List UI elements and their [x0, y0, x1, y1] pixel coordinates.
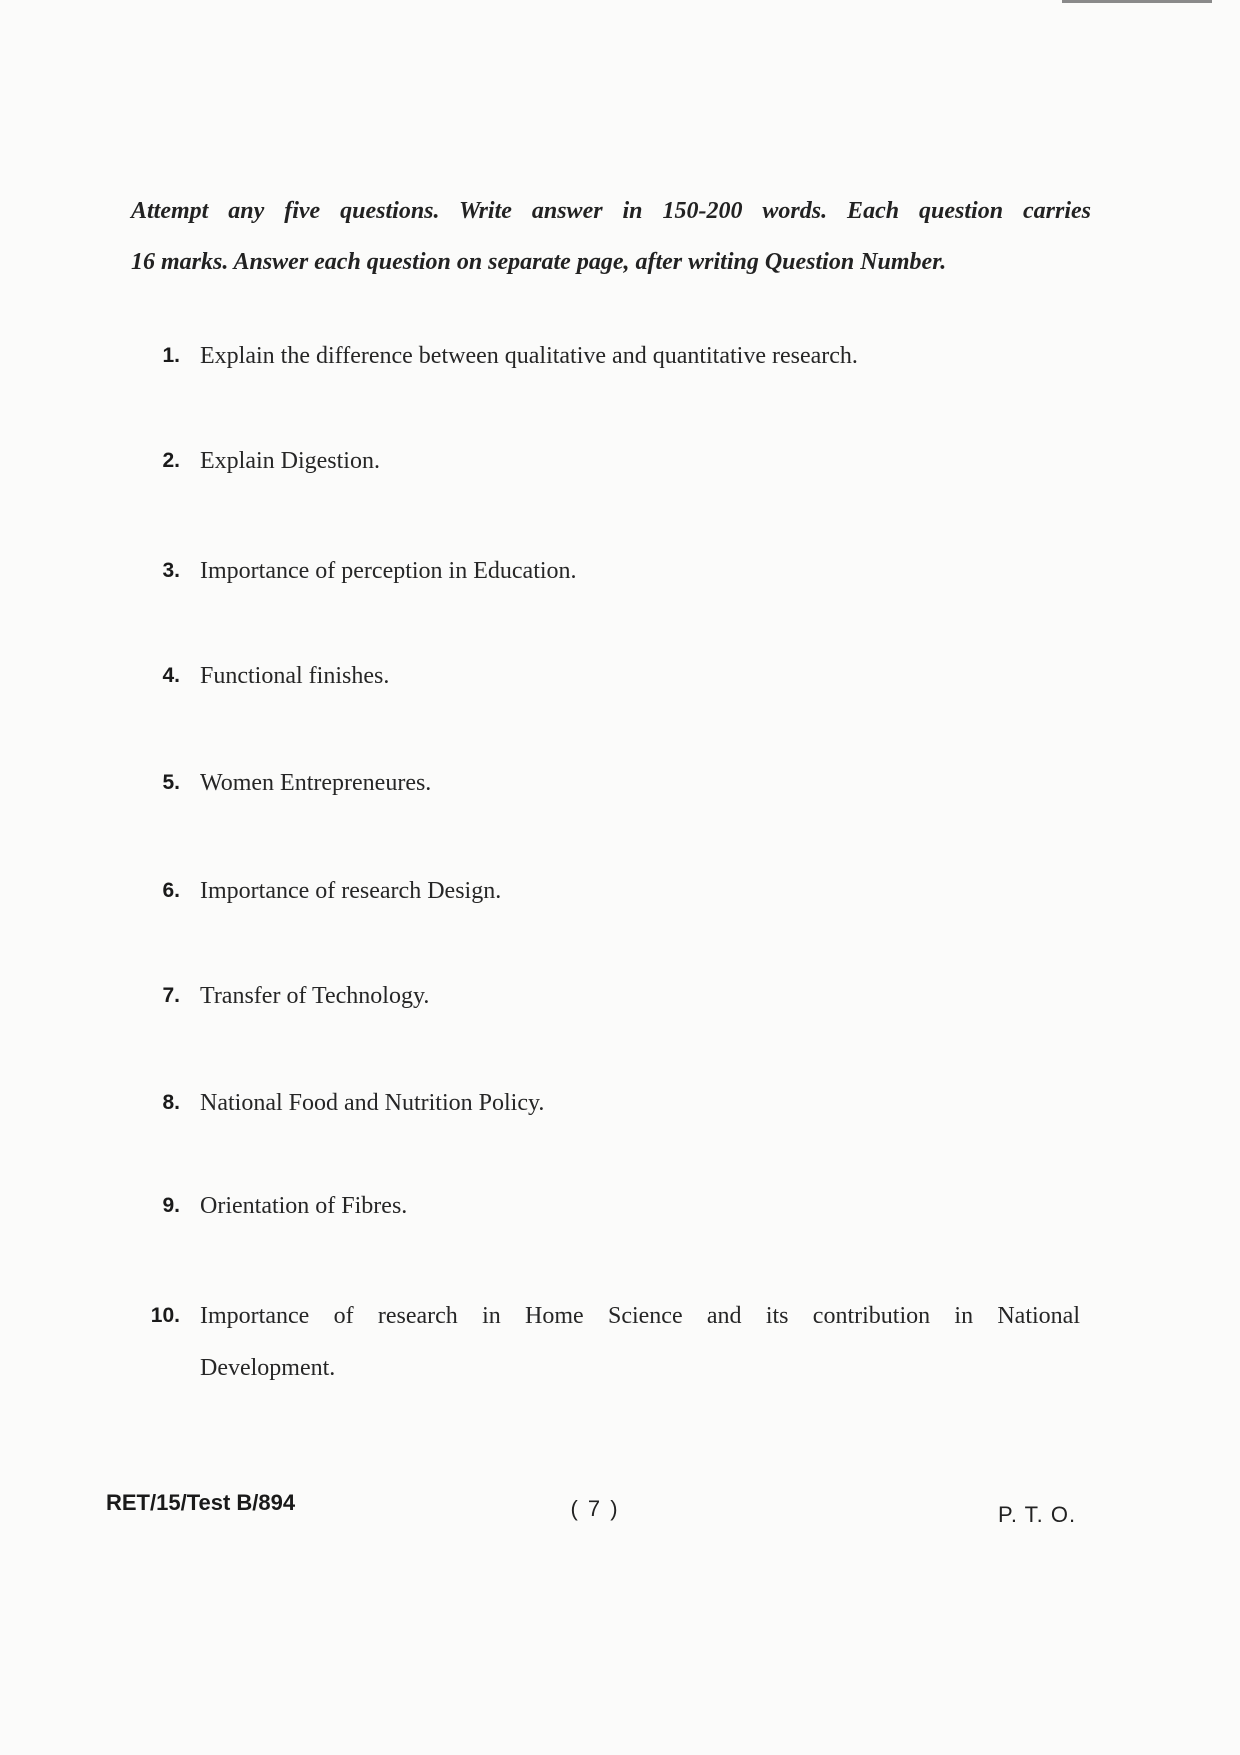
question-number: 5.	[162, 771, 180, 794]
question-item	[140, 650, 1080, 702]
question-number: 10.	[150, 1304, 180, 1327]
question-text: Importance of research Design.	[200, 878, 502, 904]
question-item	[140, 865, 1080, 917]
question-text-line-1: Importance of research in Home Science and its contribution in National	[200, 1303, 1080, 1329]
question-item	[140, 1077, 1080, 1129]
instructions	[131, 186, 1091, 288]
question-item	[140, 1180, 1080, 1232]
question-text	[200, 1290, 1080, 1394]
question-number: 9.	[162, 1194, 180, 1217]
question-number: 8.	[162, 1091, 180, 1114]
question-number: 3.	[162, 559, 180, 582]
question-number: 6.	[162, 879, 180, 902]
question-item	[140, 545, 1080, 597]
question-text: Functional finishes.	[200, 663, 390, 689]
question-text: Explain Digestion.	[200, 448, 380, 474]
question-item	[140, 970, 1080, 1022]
question-number: 1.	[162, 344, 180, 367]
question-number: 4.	[162, 664, 180, 687]
instructions-line-1: Attempt any five questions. Write answer in 150-200 words. Each question carries	[131, 198, 1091, 224]
question-text: National Food and Nutrition Policy.	[200, 1090, 545, 1116]
question-number: 2.	[162, 449, 180, 472]
question-text: Orientation of Fibres.	[200, 1193, 408, 1219]
question-text: Importance of perception in Education.	[200, 558, 577, 584]
page-number: ( 7 )	[570, 1496, 620, 1521]
question-text: Women Entrepreneures.	[200, 770, 432, 796]
question-number: 7.	[162, 984, 180, 1007]
question-text: Explain the difference between qualitative and quantitative research.	[200, 343, 858, 369]
question-text: Transfer of Technology.	[200, 983, 430, 1009]
scan-edge-rule	[1062, 0, 1212, 3]
instructions-line-2: 16 marks. Answer each question on separate page, after writing Question Number.	[131, 249, 947, 275]
please-turn-over: P. T. O.	[998, 1502, 1077, 1527]
paper-code: RET/15/Test B/894	[106, 1490, 296, 1515]
question-text-line-2: Development.	[200, 1355, 336, 1381]
question-item	[140, 757, 1080, 809]
question-item	[140, 330, 1080, 382]
question-item	[140, 435, 1080, 487]
question-item	[140, 1290, 1080, 1394]
